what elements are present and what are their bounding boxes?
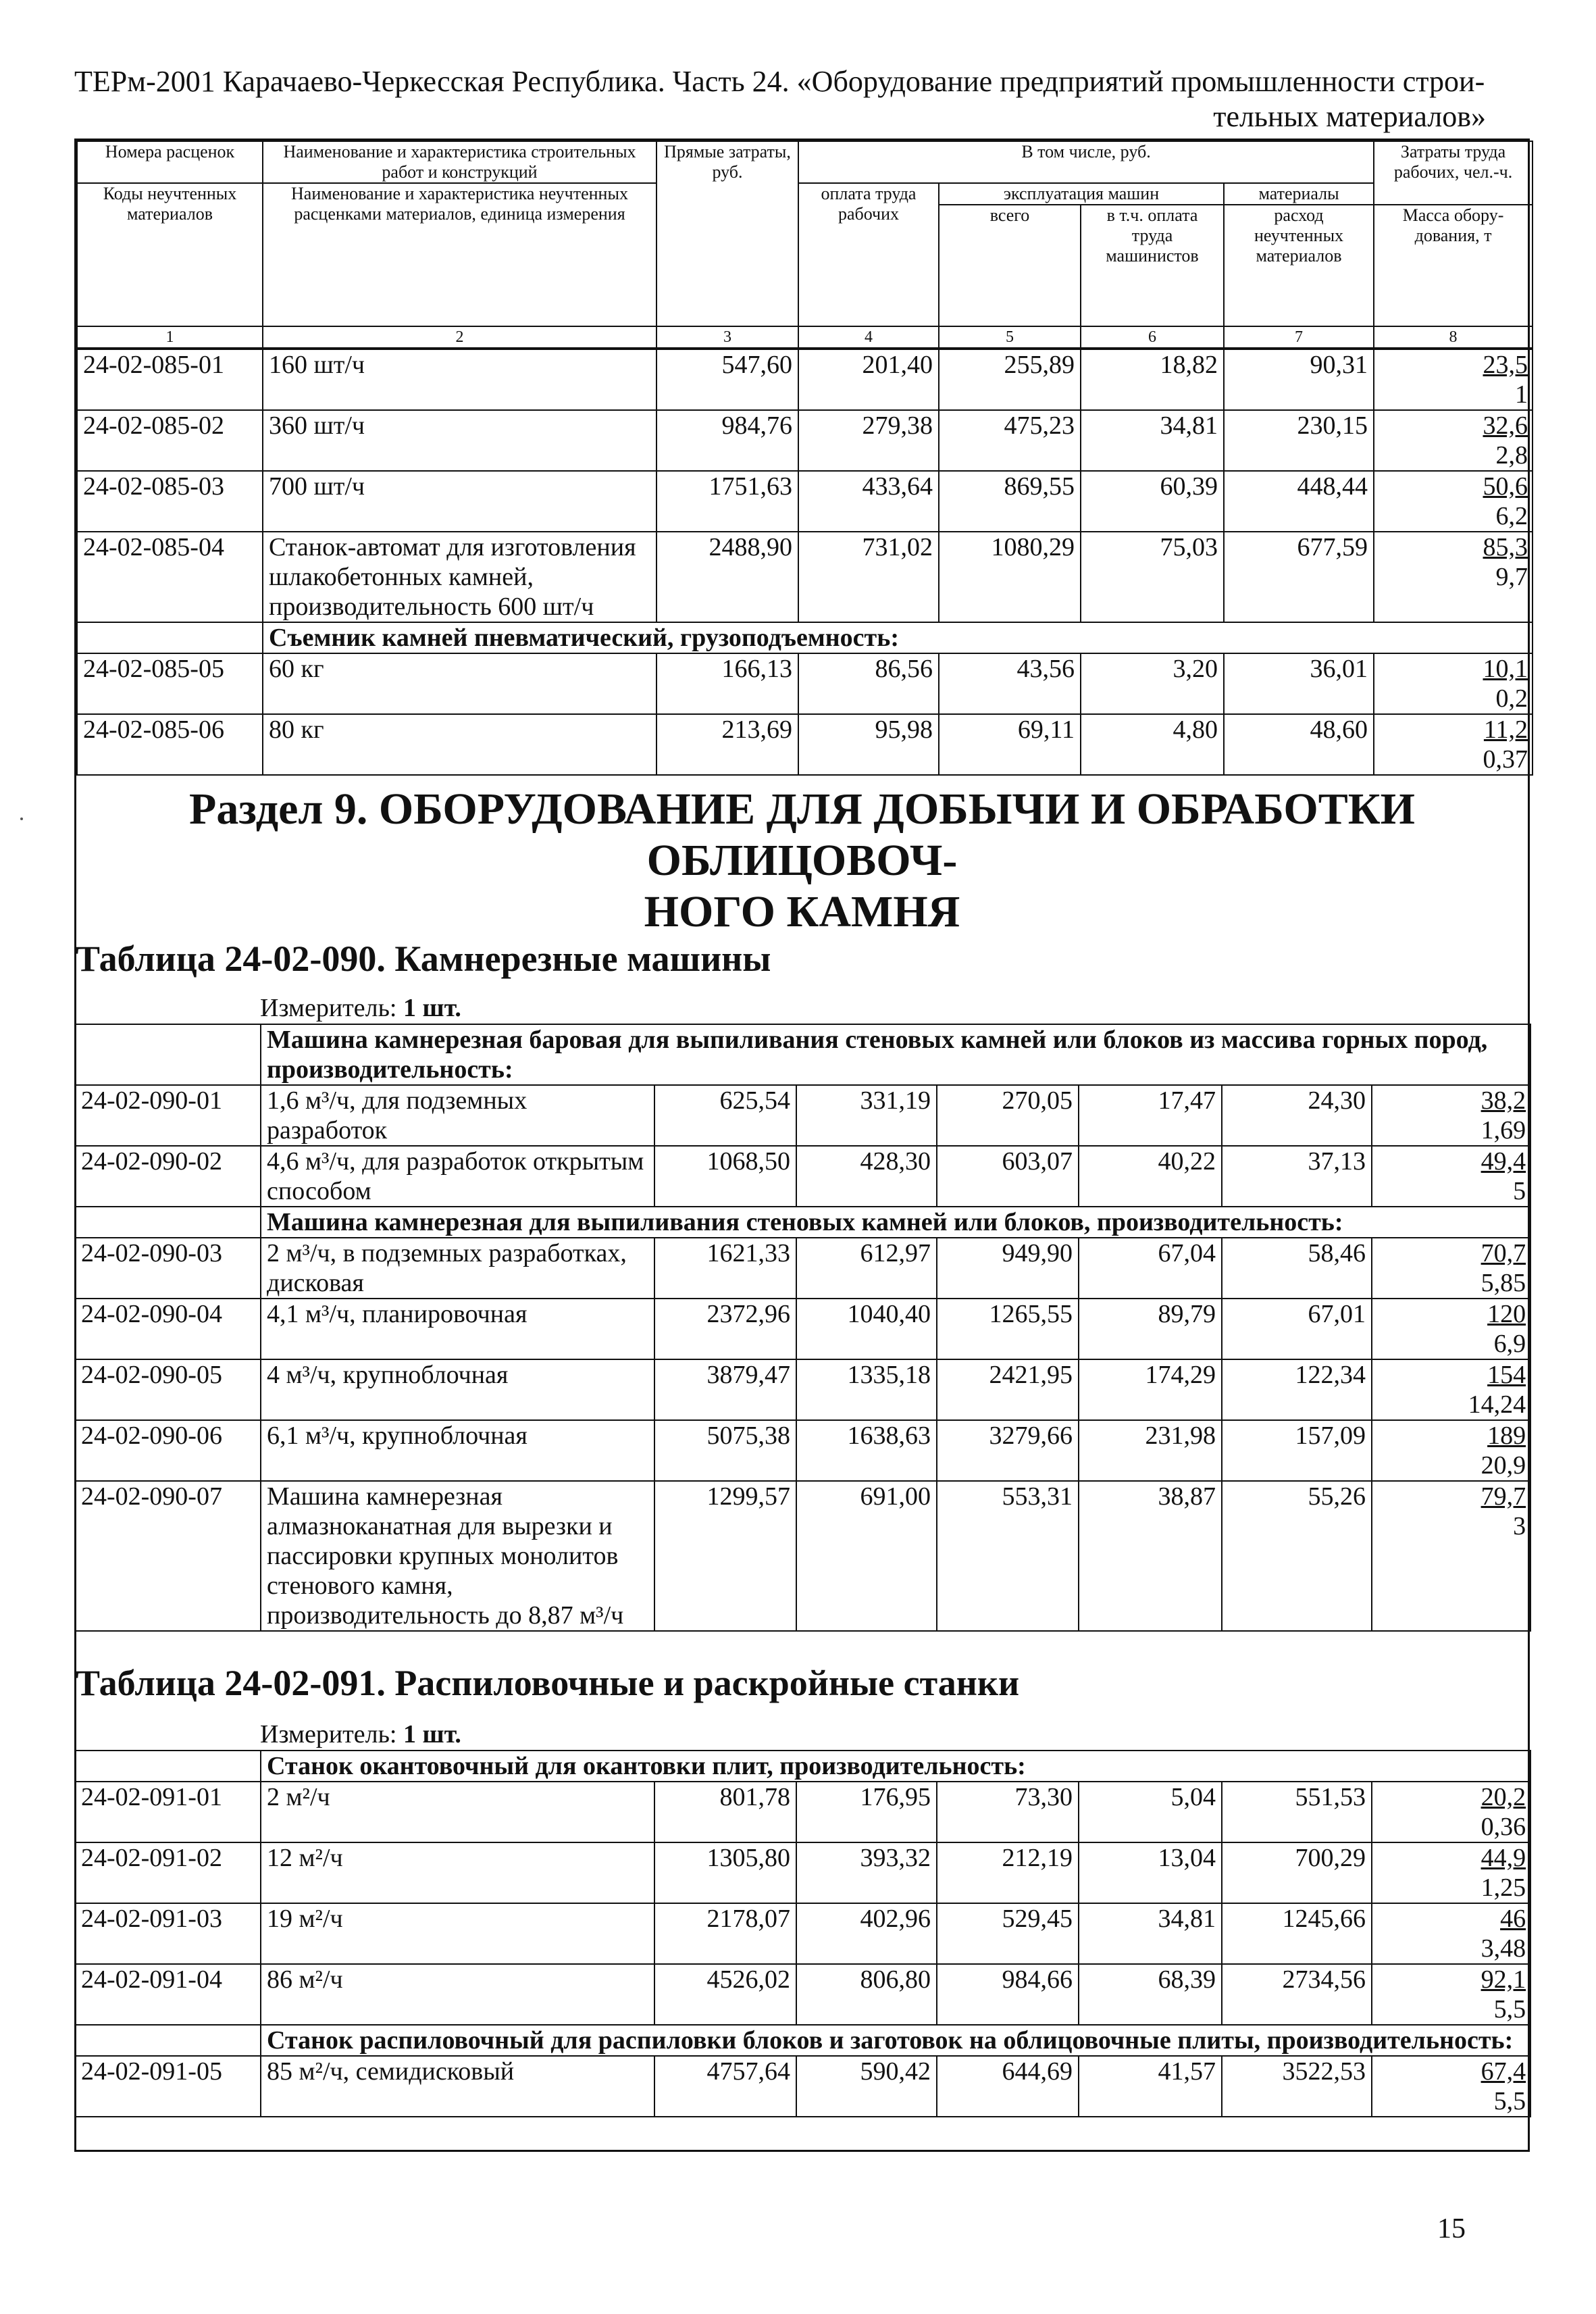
direct-cost: 213,69 bbox=[657, 714, 798, 775]
rate-code: 24-02-085-05 bbox=[77, 653, 263, 714]
rate-code: 24-02-090-05 bbox=[75, 1359, 261, 1420]
drivers-cost: 231,98 bbox=[1079, 1420, 1222, 1481]
rate-name: 86 м²/ч bbox=[261, 1964, 654, 2025]
machines-cost: 529,45 bbox=[937, 1903, 1079, 1964]
meter-label: Измеритель: bbox=[260, 1720, 397, 1749]
col-number: 5 bbox=[939, 326, 1081, 348]
section-title bbox=[74, 784, 1530, 938]
rate-code: 24-02-090-01 bbox=[75, 1085, 261, 1146]
equipment-mass: 3 bbox=[1513, 1512, 1526, 1540]
direct-cost: 801,78 bbox=[654, 1782, 796, 1842]
rate-code: 24-02-085-02 bbox=[77, 410, 263, 471]
table-row bbox=[75, 1903, 1530, 1964]
labor-cost: 393,32 bbox=[796, 1842, 937, 1903]
rate-name: 1,6 м³/ч, для подземных разработок bbox=[261, 1085, 654, 1146]
page-header bbox=[74, 64, 1486, 134]
materials-cost: 48,60 bbox=[1224, 714, 1374, 775]
direct-cost: 1751,63 bbox=[657, 471, 798, 532]
header-line-1: ТЕРм-2001 Карачаево-Черкесская Республика. Часть 24. «Оборудование предприятий промышленности строи- bbox=[74, 65, 1485, 98]
table-row bbox=[77, 471, 1533, 532]
col-number: 4 bbox=[798, 326, 939, 348]
table-row bbox=[77, 714, 1533, 775]
materials-cost: 58,46 bbox=[1222, 1238, 1372, 1299]
col1-header-bottom: Коды неучтенных материалов bbox=[77, 183, 263, 326]
rate-name: 60 кг bbox=[263, 653, 657, 714]
direct-cost: 984,76 bbox=[657, 410, 798, 471]
table-row bbox=[75, 1842, 1530, 1903]
col-number: 8 bbox=[1374, 326, 1533, 348]
section-title-line-2: НОГО КАМНЯ bbox=[644, 887, 960, 936]
machines-cost: 553,31 bbox=[937, 1481, 1079, 1631]
machines-cost: 949,90 bbox=[937, 1238, 1079, 1299]
labor-hours: 44,9 bbox=[1481, 1844, 1526, 1872]
labor-hours: 32,6 bbox=[1483, 411, 1528, 440]
equipment-mass: 0,37 bbox=[1483, 745, 1528, 774]
labor-hours-and-mass bbox=[1372, 1481, 1530, 1631]
machines-cost: 644,69 bbox=[937, 2056, 1079, 2117]
table-row bbox=[75, 1299, 1530, 1359]
labor-cost: 691,00 bbox=[796, 1481, 937, 1631]
labor-hours-and-mass bbox=[1374, 410, 1533, 471]
materials-cost: 677,59 bbox=[1224, 532, 1374, 622]
rate-name: 4 м³/ч, крупноблочная bbox=[261, 1359, 654, 1420]
machines-cost: 1080,29 bbox=[939, 532, 1081, 622]
drivers-cost: 13,04 bbox=[1079, 1842, 1222, 1903]
col-number: 2 bbox=[263, 326, 657, 348]
labor-cost: 590,42 bbox=[796, 2056, 937, 2117]
labor-hours: 92,1 bbox=[1481, 1965, 1526, 1994]
table-090-body bbox=[74, 1024, 1531, 1632]
group-heading: Станок распиловочный для распиловки блоков и заготовок на облицовочные плиты, производительность: bbox=[261, 2025, 1530, 2056]
col6-header: в т.ч. оплата труда машинистов bbox=[1081, 205, 1224, 326]
rate-code: 24-02-085-03 bbox=[77, 471, 263, 532]
table-row bbox=[77, 410, 1533, 471]
materials-cost: 24,30 bbox=[1222, 1085, 1372, 1146]
rate-code: 24-02-091-01 bbox=[75, 1782, 261, 1842]
labor-hours: 38,2 bbox=[1481, 1086, 1526, 1115]
labor-hours-and-mass bbox=[1374, 349, 1533, 410]
labor-hours: 154 bbox=[1487, 1361, 1526, 1389]
labor-hours: 10,1 bbox=[1483, 655, 1528, 683]
table-row bbox=[75, 1085, 1530, 1146]
labor-hours-and-mass bbox=[1372, 1903, 1530, 1964]
drivers-cost: 67,04 bbox=[1079, 1238, 1222, 1299]
block1-table bbox=[76, 349, 1533, 776]
rate-code: 24-02-085-04 bbox=[77, 532, 263, 622]
table-091 bbox=[74, 1750, 1530, 2117]
materials-cost: 122,34 bbox=[1222, 1359, 1372, 1420]
machines-cost: 255,89 bbox=[939, 349, 1081, 410]
materials-cost: 1245,66 bbox=[1222, 1903, 1372, 1964]
equipment-mass: 14,24 bbox=[1468, 1390, 1526, 1419]
drivers-cost: 5,04 bbox=[1079, 1782, 1222, 1842]
drivers-cost: 75,03 bbox=[1081, 532, 1224, 622]
labor-cost: 1638,63 bbox=[796, 1420, 937, 1481]
col-number: 3 bbox=[657, 326, 798, 348]
labor-cost: 331,19 bbox=[796, 1085, 937, 1146]
labor-hours: 50,6 bbox=[1483, 472, 1528, 501]
equipment-mass: 1,69 bbox=[1481, 1116, 1526, 1145]
meter-value: 1 шт. bbox=[403, 994, 461, 1022]
machines-cost: 69,11 bbox=[939, 714, 1081, 775]
labor-cost: 433,64 bbox=[798, 471, 939, 532]
labor-hours: 189 bbox=[1487, 1422, 1526, 1450]
labor-hours-and-mass bbox=[1374, 714, 1533, 775]
rate-name: Станок-автомат для изготовления шлакобетонных камней, производительность 600 шт/ч bbox=[263, 532, 657, 622]
labor-hours: 46 bbox=[1500, 1905, 1526, 1933]
equipment-mass: 9,7 bbox=[1495, 563, 1528, 591]
col-number: 6 bbox=[1081, 326, 1224, 348]
section-title-line-1: Раздел 9. ОБОРУДОВАНИЕ ДЛЯ ДОБЫЧИ И ОБРАБОТКИ ОБЛИЦОВОЧ- bbox=[189, 784, 1415, 885]
table-091-meter bbox=[260, 1719, 461, 1749]
equipment-mass: 5,5 bbox=[1493, 2087, 1526, 2115]
rate-name: 4,1 м³/ч, планировочная bbox=[261, 1299, 654, 1359]
table-row bbox=[75, 2056, 1530, 2117]
col5-header: всего bbox=[939, 205, 1081, 326]
materials-cost: 36,01 bbox=[1224, 653, 1374, 714]
materials-cost: 90,31 bbox=[1224, 349, 1374, 410]
rate-name: 2 м²/ч bbox=[261, 1782, 654, 1842]
direct-cost: 1299,57 bbox=[654, 1481, 796, 1631]
drivers-cost: 60,39 bbox=[1081, 471, 1224, 532]
equipment-mass: 6,9 bbox=[1493, 1330, 1526, 1358]
direct-cost: 2372,96 bbox=[654, 1299, 796, 1359]
labor-hours: 11,2 bbox=[1483, 715, 1528, 744]
labor-hours: 85,3 bbox=[1483, 533, 1528, 561]
materials-cost: 3522,53 bbox=[1222, 2056, 1372, 2117]
table-row bbox=[77, 532, 1533, 622]
labor-hours-and-mass bbox=[1372, 1842, 1530, 1903]
drivers-cost: 174,29 bbox=[1079, 1359, 1222, 1420]
meter-value: 1 шт. bbox=[403, 1720, 461, 1749]
drivers-cost: 17,47 bbox=[1079, 1085, 1222, 1146]
col3-header: Прямые затраты, руб. bbox=[657, 141, 798, 326]
col1-header-top: Номера расценок bbox=[77, 141, 263, 183]
rate-name: 85 м²/ч, семидисковый bbox=[261, 2056, 654, 2117]
column-header bbox=[76, 141, 1533, 349]
labor-hours: 70,7 bbox=[1481, 1239, 1526, 1267]
machines-cost: 43,56 bbox=[939, 653, 1081, 714]
group-heading: Машина камнерезная баровая для выпиливания стеновых камней или блоков из массива горных пород, производительность: bbox=[261, 1024, 1530, 1085]
col-number: 7 bbox=[1224, 326, 1374, 348]
drivers-cost: 34,81 bbox=[1079, 1903, 1222, 1964]
table-091-title: Таблица 24-02-091. Распиловочные и раскройные станки bbox=[76, 1663, 1020, 1703]
direct-cost: 625,54 bbox=[654, 1085, 796, 1146]
drivers-cost: 18,82 bbox=[1081, 349, 1224, 410]
col4-header: оплата труда рабочих bbox=[798, 183, 939, 326]
labor-hours: 20,2 bbox=[1481, 1783, 1526, 1811]
equipment-mass: 0,36 bbox=[1481, 1813, 1526, 1841]
machines-cost: 869,55 bbox=[939, 471, 1081, 532]
labor-hours-and-mass bbox=[1372, 1359, 1530, 1420]
rate-name: Машина камнерезная алмазноканатная для вырезки и пассировки крупных монолитов стенового камня, производительность до 8,87 м³/ч bbox=[261, 1481, 654, 1631]
equipment-mass: 20,9 bbox=[1481, 1451, 1526, 1480]
equipment-mass: 5,5 bbox=[1493, 1995, 1526, 2023]
scan-dot bbox=[20, 818, 23, 820]
machines-cost: 73,30 bbox=[937, 1782, 1079, 1842]
rate-name: 6,1 м³/ч, крупноблочная bbox=[261, 1420, 654, 1481]
col8-header-bottom: Масса обору- дования, т bbox=[1374, 205, 1533, 326]
machines-cost: 984,66 bbox=[937, 1964, 1079, 2025]
table-row bbox=[75, 1359, 1530, 1420]
labor-hours-and-mass bbox=[1374, 653, 1533, 714]
rate-code: 24-02-090-04 bbox=[75, 1299, 261, 1359]
rate-code: 24-02-091-05 bbox=[75, 2056, 261, 2117]
rate-name: 80 кг bbox=[263, 714, 657, 775]
labor-hours-and-mass bbox=[1372, 1299, 1530, 1359]
labor-hours-and-mass bbox=[1372, 1238, 1530, 1299]
machines-cost: 475,23 bbox=[939, 410, 1081, 471]
labor-cost: 279,38 bbox=[798, 410, 939, 471]
direct-cost: 2178,07 bbox=[654, 1903, 796, 1964]
drivers-cost: 3,20 bbox=[1081, 653, 1224, 714]
labor-hours-and-mass bbox=[1372, 1085, 1530, 1146]
labor-cost: 806,80 bbox=[796, 1964, 937, 2025]
labor-hours-and-mass bbox=[1372, 1964, 1530, 2025]
materials-cost: 551,53 bbox=[1222, 1782, 1372, 1842]
materials-cost: 55,26 bbox=[1222, 1481, 1372, 1631]
labor-hours: 79,7 bbox=[1481, 1482, 1526, 1511]
drivers-cost: 68,39 bbox=[1079, 1964, 1222, 2025]
machines-cost: 212,19 bbox=[937, 1842, 1079, 1903]
table-row bbox=[77, 653, 1533, 714]
direct-cost: 5075,38 bbox=[654, 1420, 796, 1481]
labor-hours: 49,4 bbox=[1481, 1147, 1526, 1176]
direct-cost: 4757,64 bbox=[654, 2056, 796, 2117]
materials-cost: 67,01 bbox=[1222, 1299, 1372, 1359]
labor-cost: 86,56 bbox=[798, 653, 939, 714]
labor-hours-and-mass bbox=[1372, 1782, 1530, 1842]
rate-code: 24-02-090-03 bbox=[75, 1238, 261, 1299]
table-row bbox=[75, 1238, 1530, 1299]
drivers-cost: 34,81 bbox=[1081, 410, 1224, 471]
labor-cost: 1335,18 bbox=[796, 1359, 937, 1420]
drivers-cost: 4,80 bbox=[1081, 714, 1224, 775]
equipment-mass: 1,25 bbox=[1481, 1873, 1526, 1902]
labor-cost: 176,95 bbox=[796, 1782, 937, 1842]
direct-cost: 1621,33 bbox=[654, 1238, 796, 1299]
rate-name: 360 шт/ч bbox=[263, 410, 657, 471]
direct-cost: 166,13 bbox=[657, 653, 798, 714]
labor-cost: 612,97 bbox=[796, 1238, 937, 1299]
rate-name: 160 шт/ч bbox=[263, 349, 657, 410]
table-090-meter bbox=[260, 993, 461, 1023]
table-row bbox=[75, 1964, 1530, 2025]
labor-hours: 67,4 bbox=[1481, 2057, 1526, 2086]
rate-name: 19 м²/ч bbox=[261, 1903, 654, 1964]
equipment-mass: 6,2 bbox=[1495, 502, 1528, 530]
rate-code: 24-02-090-07 bbox=[75, 1481, 261, 1631]
group-heading: Машина камнерезная для выпиливания стеновых камней или блоков, производительность: bbox=[261, 1207, 1530, 1238]
labor-hours-and-mass bbox=[1372, 1420, 1530, 1481]
labor-hours: 23,5 bbox=[1483, 351, 1528, 379]
col7-header: расход неучтенных материалов bbox=[1224, 205, 1374, 326]
materials-cost: 700,29 bbox=[1222, 1842, 1372, 1903]
table-row bbox=[75, 1782, 1530, 1842]
table-090-title: Таблица 24-02-090. Камнерезные машины bbox=[76, 938, 771, 979]
machines-cost: 270,05 bbox=[937, 1085, 1079, 1146]
direct-cost: 1068,50 bbox=[654, 1146, 796, 1207]
labor-cost: 201,40 bbox=[798, 349, 939, 410]
drivers-cost: 41,57 bbox=[1079, 2056, 1222, 2117]
machines-cost: 1265,55 bbox=[937, 1299, 1079, 1359]
materials-cost: 2734,56 bbox=[1222, 1964, 1372, 2025]
direct-cost: 2488,90 bbox=[657, 532, 798, 622]
rate-code: 24-02-085-01 bbox=[77, 349, 263, 410]
machines-cost: 603,07 bbox=[937, 1146, 1079, 1207]
equipment-mass: 1 bbox=[1515, 380, 1528, 409]
equipment-mass: 3,48 bbox=[1481, 1934, 1526, 1963]
direct-cost: 1305,80 bbox=[654, 1842, 796, 1903]
direct-cost: 3879,47 bbox=[654, 1359, 796, 1420]
direct-cost: 547,60 bbox=[657, 349, 798, 410]
labor-hours-and-mass bbox=[1374, 532, 1533, 622]
materials-cost: 230,15 bbox=[1224, 410, 1374, 471]
direct-cost: 4526,02 bbox=[654, 1964, 796, 2025]
col-number: 1 bbox=[77, 326, 263, 348]
labor-cost: 428,30 bbox=[796, 1146, 937, 1207]
labor-hours-and-mass bbox=[1372, 1146, 1530, 1207]
rate-code: 24-02-085-06 bbox=[77, 714, 263, 775]
labor-hours-and-mass bbox=[1374, 471, 1533, 532]
equipment-mass: 2,8 bbox=[1495, 441, 1528, 470]
group-heading: Станок окантовочный для окантовки плит, производительность: bbox=[261, 1751, 1530, 1782]
materials-cost: 448,44 bbox=[1224, 471, 1374, 532]
rate-code: 24-02-090-02 bbox=[75, 1146, 261, 1207]
machines-cost: 3279,66 bbox=[937, 1420, 1079, 1481]
table-row bbox=[75, 1146, 1530, 1207]
labor-hours: 120 bbox=[1487, 1300, 1526, 1328]
col8-header-top: Затраты труда рабочих, чел.-ч. bbox=[1374, 141, 1533, 205]
page-number: 15 bbox=[1437, 2213, 1466, 2244]
drivers-cost: 40,22 bbox=[1079, 1146, 1222, 1207]
rate-name: 2 м³/ч, в подземных разработках, дисковая bbox=[261, 1238, 654, 1299]
labor-cost: 95,98 bbox=[798, 714, 939, 775]
included-header: В том числе, руб. bbox=[798, 141, 1374, 183]
header-line-2: тельных материалов» bbox=[1213, 100, 1486, 133]
machines-header: эксплуатация машин bbox=[939, 183, 1224, 205]
rate-code: 24-02-091-02 bbox=[75, 1842, 261, 1903]
equipment-mass: 0,2 bbox=[1495, 684, 1528, 713]
drivers-cost: 89,79 bbox=[1079, 1299, 1222, 1359]
table-row bbox=[75, 1420, 1530, 1481]
materials-cost: 157,09 bbox=[1222, 1420, 1372, 1481]
rate-name: 4,6 м³/ч, для разработок открытым способом bbox=[261, 1146, 654, 1207]
meter-label: Измеритель: bbox=[260, 994, 397, 1022]
equipment-mass: 5,85 bbox=[1481, 1269, 1526, 1297]
rate-code: 24-02-090-06 bbox=[75, 1420, 261, 1481]
materials-cost: 37,13 bbox=[1222, 1146, 1372, 1207]
machines-cost: 2421,95 bbox=[937, 1359, 1079, 1420]
rate-code: 24-02-091-04 bbox=[75, 1964, 261, 2025]
materials-header: материалы bbox=[1224, 183, 1374, 205]
col2-header-top: Наименование и характеристика строительных работ и конструкций bbox=[263, 141, 657, 183]
rate-code: 24-02-091-03 bbox=[75, 1903, 261, 1964]
drivers-cost: 38,87 bbox=[1079, 1481, 1222, 1631]
labor-hours-and-mass bbox=[1372, 2056, 1530, 2117]
labor-cost: 1040,40 bbox=[796, 1299, 937, 1359]
rate-name: 12 м²/ч bbox=[261, 1842, 654, 1903]
table-row bbox=[75, 1481, 1530, 1631]
equipment-mass: 5 bbox=[1513, 1177, 1526, 1205]
rate-name: 700 шт/ч bbox=[263, 471, 657, 532]
table-090 bbox=[74, 1024, 1530, 1632]
col2-header-bottom: Наименование и характеристика неучтенных расценками материалов, единица измерения bbox=[263, 183, 657, 326]
table-091-body bbox=[74, 1750, 1531, 2117]
group-heading: Съемник камней пневматический, грузоподъемность: bbox=[263, 622, 1533, 653]
labor-cost: 731,02 bbox=[798, 532, 939, 622]
table-row bbox=[77, 349, 1533, 410]
labor-cost: 402,96 bbox=[796, 1903, 937, 1964]
